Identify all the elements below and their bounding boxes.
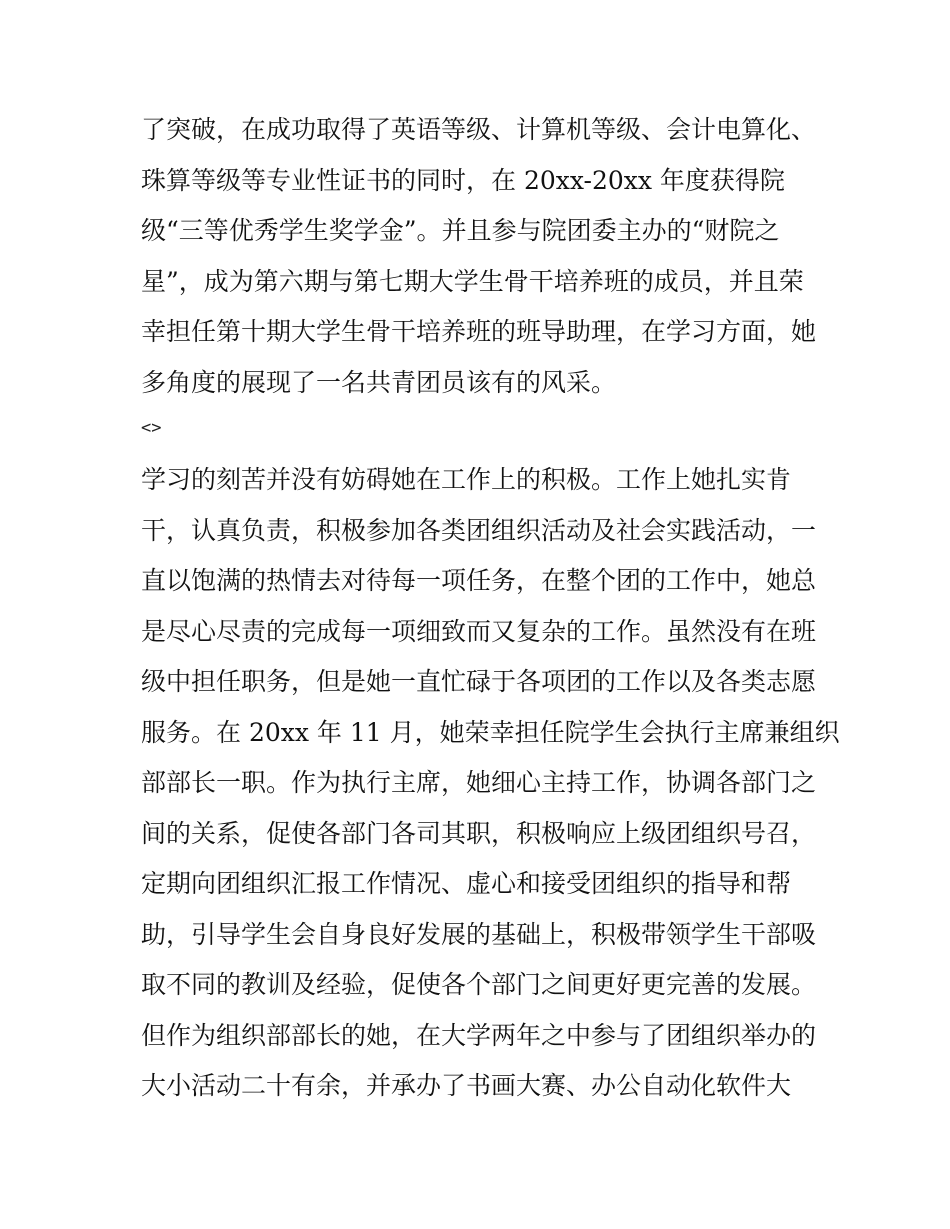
paragraph-1 [141,105,841,408]
paragraph-line: 多角度的展现了一名共青团员该有的风采。 [141,367,617,397]
separator-marker: <> [141,418,162,438]
paragraph-line: 星”，成为第六期与第七期大学生骨干培养班的成员，并且荣 [141,266,804,296]
paragraph-2 [141,455,841,1112]
paragraph-line: 了突破，在成功取得了英语等级、计算机等级、会计电算化、 [141,115,817,144]
paragraph-line: 直以饱满的热情去对待每一项任务，在整个团的工作中，她总 [141,566,817,595]
paragraph-line: 是尽心尽责的完成每一项细致而又复杂的工作。虽然没有在班 [141,616,817,646]
paragraph-line: 取不同的教训及经验，促使各个部门之间更好更完善的发展。 [141,970,817,999]
paragraph-line: 部部长一职。作为执行主席，她细心主持工作，协调各部门之 [141,768,817,797]
paragraph-line: 幸担任第十期大学生骨干培养班的班导助理，在学习方面，她 [141,317,817,346]
paragraph-line: 珠算等级等专业性证书的同时，在 20xx-20xx 年度获得院 [141,165,785,195]
paragraph-line: 助，引导学生会自身良好发展的基础上，积极带领学生干部吸 [141,919,817,949]
paragraph-line: 服务。在 20xx 年 11 月，她荣幸担任院学生会执行主席兼组织 [141,717,840,747]
paragraph-line: 干，认真负责，积极参加各类团组织活动及社会实践活动，一 [141,515,817,545]
paragraph-line: 间的关系，促使各部门各司其职，积极响应上级团组织号召， [141,818,817,848]
paragraph-line: 学习的刻苦并没有妨碍她在工作上的积极。工作上她扎实肯 [141,465,792,494]
paragraph-line: 大小活动二十有余，并承办了书画大赛、办公自动化软件大 [141,1071,792,1100]
paragraph-line: 但作为组织部部长的她，在大学两年之中参与了团组织举办的 [141,1020,817,1050]
paragraph-line: 级中担任职务，但是她一直忙碌于各项团的工作以及各类志愿 [141,667,817,696]
paragraph-line: 级“三等优秀学生奖学金”。并且参与院团委主办的“财院之 [141,216,780,245]
paragraph-line: 定期向团组织汇报工作情况、虚心和接受团组织的指导和帮 [141,869,792,898]
